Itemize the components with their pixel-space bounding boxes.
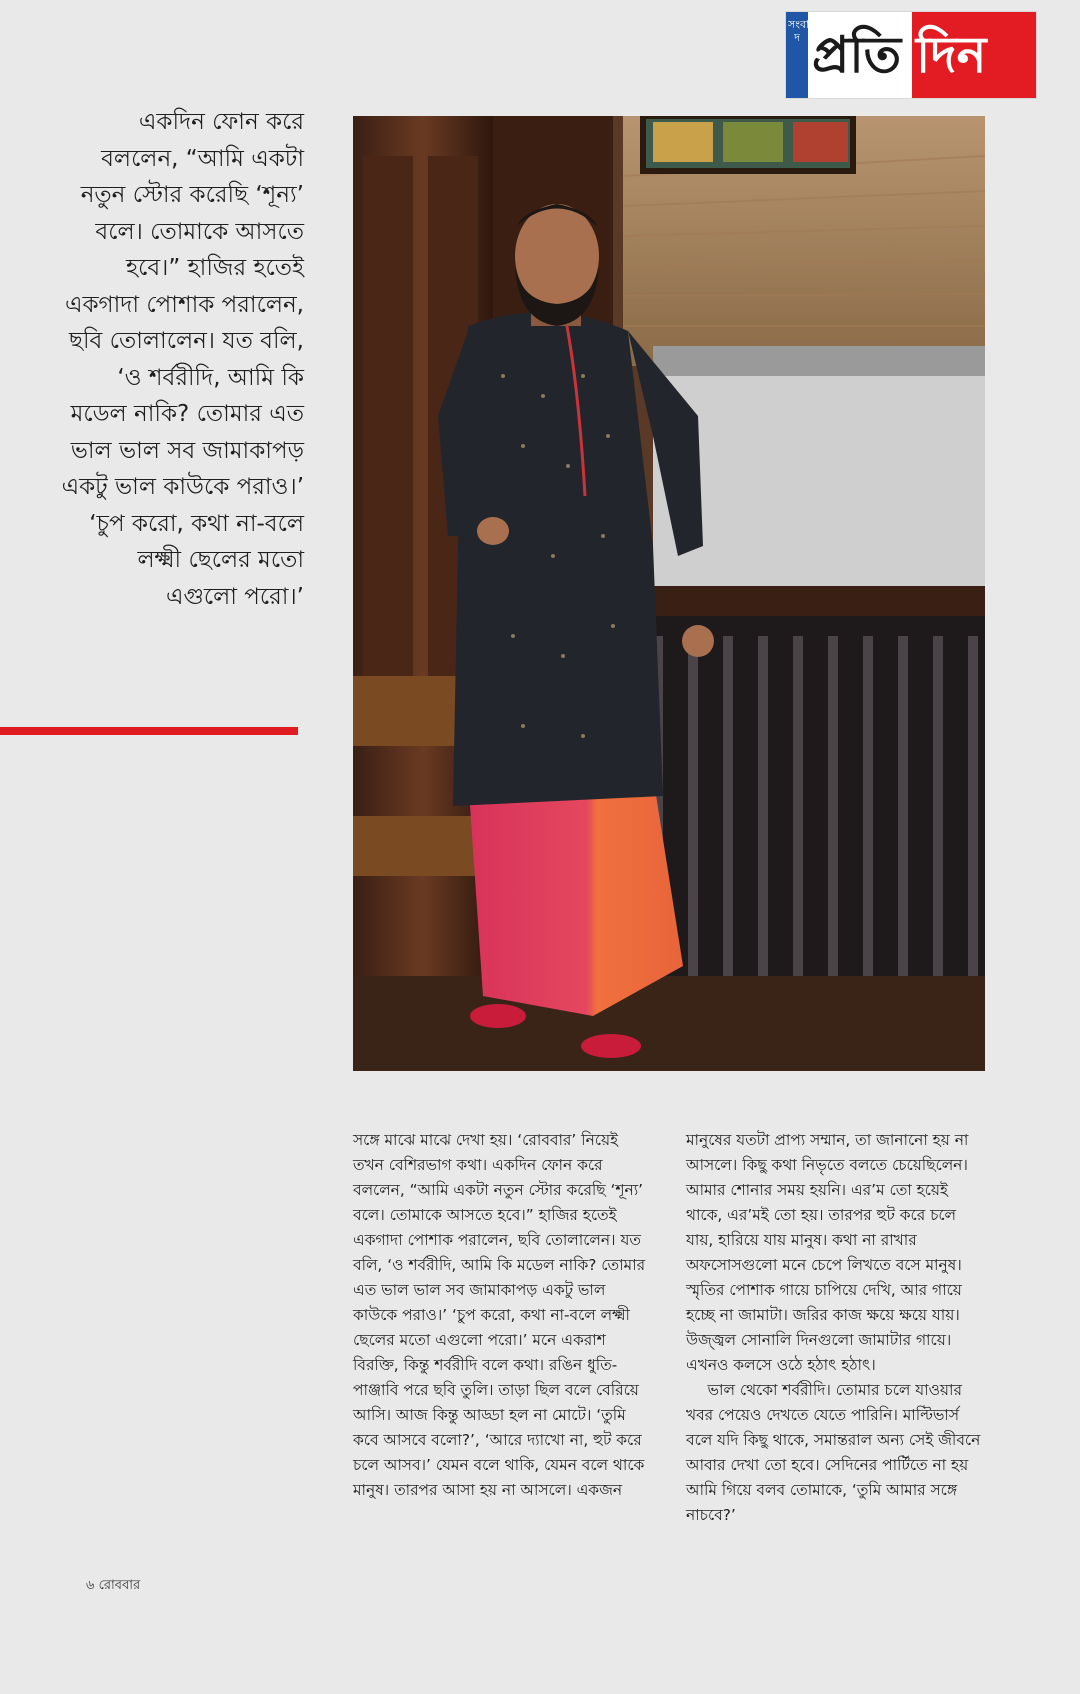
logo-word-part1: প্রতি: [812, 26, 902, 84]
page-folio: ৬ রোববার: [86, 1578, 141, 1593]
pull-quote: একদিন ফোন করে বললেন, “আমি একটা নতুন স্টোর করেছি ‘শূন্য’ বলে। তোমাকে আসতে হবে।” হাজির হতেই একগাদা পোশাক পরালেন, ছবি তোলালেন। যত বলি, ‘ও শর্বরীদি, আমি কি মডেল নাকি? তোমার এত ভাল ভাল সব জামাকাপড় একটু ভাল কাউকে পরাও।’ ‘চুপ করো, কথা না-বলে লক্ষ্মী ছেলের মতো এগুলো পরো।’: [61, 109, 304, 610]
logo-word-part2: দিন: [916, 26, 987, 84]
pull-quote-rule: [0, 727, 298, 735]
column-2-paragraph-1: মানুষের যতটা প্রাপ্য সম্মান, তা জানানো হয় না আসলে। কিছু কথা নিভৃতে বলতে চেয়েছিলেন। আমার শোনার সময় হয়নি। এর’ম তো হয়েই থাকে, এর’মই তো হয়। তারপর হুট করে চলে যায়, হারিয়ে যায় মানুষ। কথা না রাখার অফসোসগুলো মনে চেপে লিখতে বসে মানুষ। স্মৃতির পোশাক গায়ে চাপিয়ে দেখি, আর গায়ে হচ্ছে না জামাটা। জরির কাজ ক্ষয়ে ক্ষয়ে যায়। উজ্জ্বল সোনালি দিনগুলো জামাটার গায়ে। এখনও কলসে ওঠে হঠাৎ হঠাৎ।: [686, 1131, 969, 1374]
logo-blue-bar: [786, 12, 808, 98]
column-2-paragraph-2: ভাল থেকো শর্বরীদি। তোমার চলে যাওয়ার খবর পেয়েও দেখতে যেতে পারিনি। মাল্টিভার্স বলে যদি কিছু থাকে, সমান্তরাল অন্য সেই জীবনে আবার দেখা তো হবে। সেদিনের পার্টিতে না হয় আমি গিয়ে বলব তোমাকে, ‘তুমি আমার সঙ্গে নাচবে?’: [686, 1381, 981, 1524]
portrait-photo-illustration: [353, 116, 985, 1071]
column-1-paragraph: সঙ্গে মাঝে মাঝে দেখা হয়। ‘রোববার’ নিয়েই তখন বেশিরভাগ কথা। একদিন ফোন করে বললেন, “আমি একটা নতুন স্টোর করেছি ‘শূন্য’ বলে। তোমাকে আসতে হবে।” হাজির হতেই একগাদা পোশাক পরালেন, ছবি তোলালেন। যত বলি, ‘ও শর্বরীদি, আমি কি মডেল নাকি? তোমার এত ভাল ভাল সব জামাকাপড় একটু ভাল কাউকে পরাও।’ ‘চুপ করো, কথা না-বলে লক্ষ্মী ছেলের মতো এগুলো পরো।’ মনে একরাশ বিরক্তি, কিন্তু শর্বরীদি বলে কথা। রঙিন ধুতি-পাঞ্জাবি পরে ছবি তুলি। তাড়া ছিল বলে বেরিয়ে আসি। আজ কিন্তু আড্ডা হল না মোটে। ‘তুমি কবে আসবে বলো?’, ‘আরে দ্যাখো না, হুট করে চলে আসব।’ যেমন বলে থাকি, যেমন বলে থাকে মানুষ। তারপর আসা হয় না আসলে। একজন: [353, 1131, 646, 1499]
portrait-photo: [353, 116, 985, 1071]
article-column-2: [686, 1128, 986, 1528]
masthead-logo: [786, 12, 1036, 98]
article-column-1: [353, 1128, 653, 1503]
logo-kicker: সংবাদ: [788, 18, 810, 44]
